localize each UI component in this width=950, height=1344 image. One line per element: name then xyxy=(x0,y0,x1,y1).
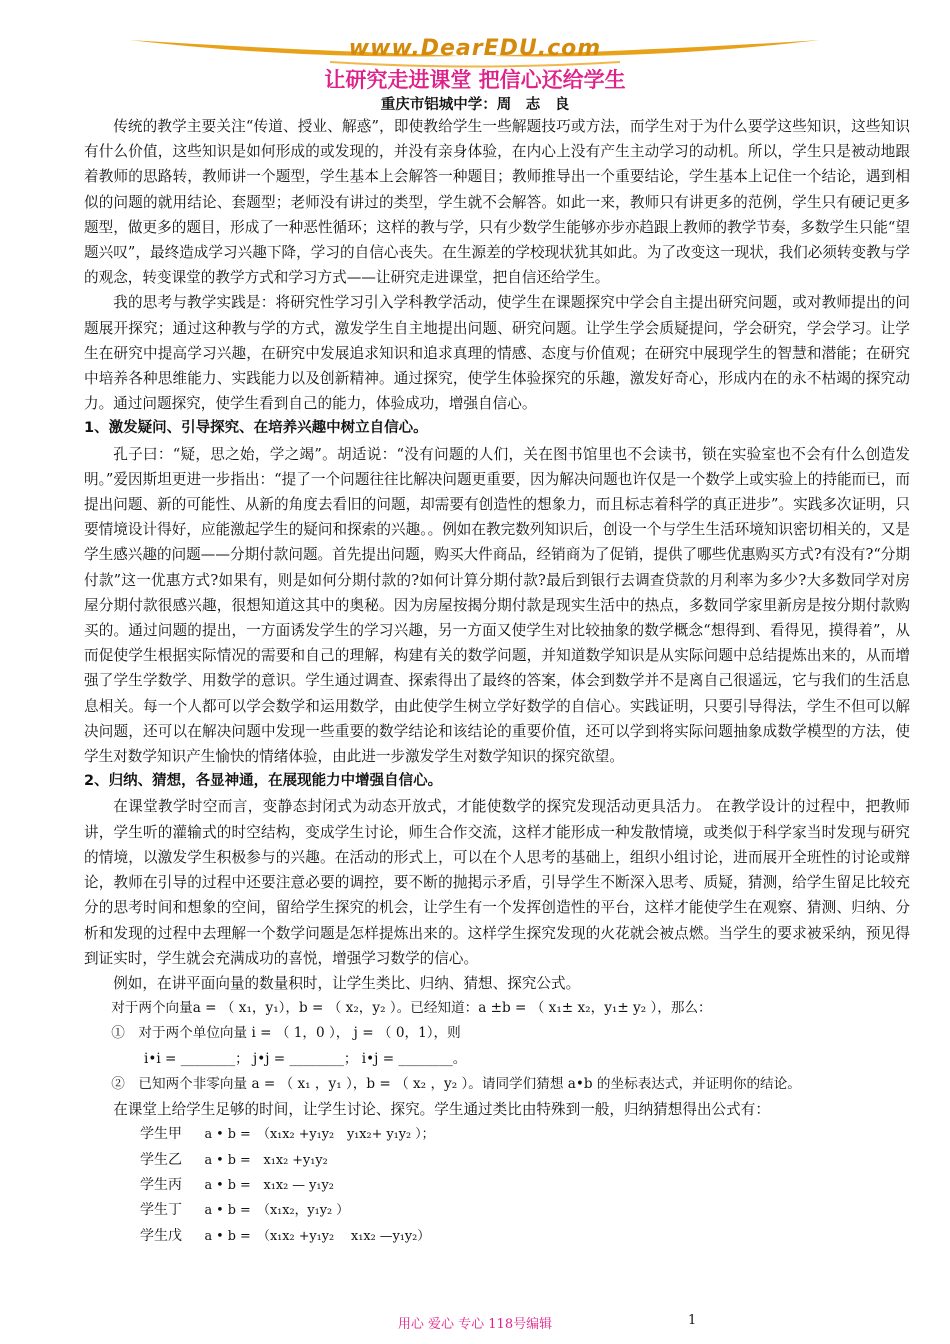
question-1: ① 对于两个单位向量 i = （ 1，0 ）， j = （ 0，1），则 xyxy=(111,1025,461,1042)
student-name: 学生甲 xyxy=(140,1126,182,1143)
student-formula: a • b = （x₁x₂ +y₁y₂ y₁x₂+ y₁y₂ ）； xyxy=(204,1127,435,1143)
section-heading: 2、归纳、猜想，各显神通，在展现能力中增强自信心。 xyxy=(84,773,443,790)
page-title: 让研究走进课堂 把信心还给学生 xyxy=(324,68,626,92)
student-formula: a • b = （x₁x₂，y₁y₂ ） xyxy=(204,1203,350,1219)
student-answers xyxy=(84,1122,910,1249)
question-1-blanks: i•i = ________； j•j = ________； i•j = ________。 xyxy=(144,1050,467,1067)
student-name: 学生戊 xyxy=(140,1227,182,1244)
page-number: 1 xyxy=(688,1313,697,1328)
student-formula: a • b = x₁x₂ +y₁y₂ xyxy=(204,1152,328,1168)
paragraph: 孔子曰：“疑，思之始，学之竭”。胡适说：“没有问题的人们，关在图书馆里也不会读书，锁在实验室也不会有什么创造发明。”爱因斯坦更进一步指出：“提了一个问题往往比解决问题更重要，因为解决问题也许仅是一个数学上或实验上的持能而已，而提出问题、新的可能性、从新的角度去看旧的问题，却需要有创造性的想象力，而且标志着科学的真正进步”。实践多次证明，只要情境设计得好，应能激起学生的疑问和探索的兴趣。。例如在教完数列知识后，创设一个与学生生活环境知识密切相关的，又是学生感兴趣的问题——分期付款问题。首先提出问题，购买大件商品，经销商为了促销，提供了哪些优惠购买方式?有没有?“分期付款”这一优惠方式?如果有，则是如何分期付款的?如何计算分期付款?最后到银行去调查贷款的月利率为多少?大多数同学对房屋分期付款很感兴趣，很想知道这其中的奥秘。因为房屋按揭分期付款是现实生活中的热点，多数同学家里新房是按分期付款购买的。通过问题的提出，一方面诱发学生的学习兴趣，另一方面又使学生对比较抽象的数学概念“想得到、看得见，摸得着”，从而促使学生根据实际情况的需要和自己的理解，构建有关的数学问题，并知道数学知识是从实际问题中总结提炼出来的，从而增强了学生学数学、用数学的意识。学生通过调查、探索得出了最终的答案，体会到数学并不是离自己很遥远，它与我们的生活息息相关。每一个人都可以学会数学和运用数学，由此使学生树立学好数学的自信心。实践证明，只要引导得法，学生不但可以解决问题，还可以在解决问题中发现一些重要的数学结论和该结论的重要价值，还可以学到将实际问题抽象成数学模型的方法，使学生对数学知识产生愉快的情绪体验，由此进一步激发学生对数学知识的探究欲望。 xyxy=(84,445,910,766)
footer-text: 用心 爱心 专心 118号编辑 xyxy=(397,1317,553,1332)
article-body xyxy=(84,114,910,1249)
paragraph: 在课堂上给学生足够的时间，让学生讨论、探究。学生通过类比由特殊到一般，归纳猜想得出公式有： xyxy=(113,1100,770,1118)
student-name: 学生丙 xyxy=(140,1176,182,1193)
student-answer-row xyxy=(84,1122,910,1147)
banner-text: www.DearEDU.com xyxy=(348,36,602,61)
paragraph: 在课堂教学时空而言，变静态封闭式为动态开放式，才能使数学的探究发现活动更具活力。 在教学设计的过程中，把教师讲，学生听的灌输式的时空结构，变成学生讨论，师生合作交流，这样才能形成一种发散情境，或类似于科学家当时发现与研究的情境，以激发学生积极参与的兴趣。在活动的形式上，可以在个人思考的基础上，组织小组讨论，进而展开全班性的讨论或辩论，教师在引导的过程中还要注意必要的调控，要不断的抛掲示矛盾，引导学生不断深入思考、质疑，猜测，给学生留足比较充分的思考时间和想象的空间，留给学生探究的机会，让学生有一个发挥创造性的平台，这样才能使学生在观察、猜测、归纳、分析和发现的过程中去理解一个数学问题是怎样提炼出来的。这样学生探究发现的火花就会被点燃。当学生的要求被采纳，预见得到证实时，学生就会充满成功的喜悦，增强学习数学的信心。 xyxy=(84,798,910,967)
student-answer-row xyxy=(84,1198,910,1223)
student-formula: a • b = x₁x₂ — y₁y₂ xyxy=(204,1177,334,1193)
student-name: 学生丁 xyxy=(140,1202,182,1219)
author-line: 重庆市铝城中学：周 志 良 xyxy=(380,97,570,113)
student-answer-row xyxy=(84,1148,910,1173)
paragraph: 我的思考与教学实践是：将研究性学习引入学科教学活动，使学生在课题探究中学会自主提出研究问题，或对教师提出的问题展开探究；通过这种教与学的方式，激发学生自主地提出问题、研究问题。让学生学会质疑提问，学会研究，学会学习。让学生在研究中提高学习兴趣，在研究中发展追求知识和追求真理的情感、态度与价值观；在研究中展现学生的智慧和潜能；在研究中培养各种思维能力、实践能力以及创新精神。通过探究，使学生体验探究的乐趣，激发好奇心，形成内在的永不枯竭的探究动力。通过问题探究，使学生看到自己的能力，体验成功，增强自信心。 xyxy=(84,294,910,413)
formula-line: 对于两个向量a = （ x₁，y₁），b = （ x₂，y₂ ）。已经知道：a ±b = （ x₁± x₂，y₁± y₂ ），那么： xyxy=(111,1000,712,1017)
student-formula: a • b = （x₁x₂ +y₁y₂ x₁x₂ —y₁y₂） xyxy=(204,1228,431,1244)
question-2: ② 已知两个非零向量 a = （ x₁ ，y₁ ），b = （ x₂ ，y₂ ）。请同学们猜想 a•b 的坐标表达式，并证明你的结论。 xyxy=(111,1075,801,1092)
student-answer-row xyxy=(84,1224,910,1249)
paragraph: 例如，在讲平面向量的数量积时，让学生类比、归纳、猜想、探究公式。 xyxy=(113,974,581,992)
section-heading: 1、激发疑问、引导探究、在培养兴趣中树立自信心。 xyxy=(84,420,428,437)
student-name: 学生乙 xyxy=(140,1151,182,1168)
paragraph: 传统的教学主要关注“传道、授业、解惑”，即使教给学生一些解题技巧或方法，而学生对于为什么要学这些知识，这些知识有什么价值，这些知识是如何形成的或发现的，并没有亲身体验，在内心上没有产生主动学习的动机。所以，学生只是被动地跟着教师的思路转，教师讲一个题型，学生基本上会解答一种题目；教师推导出一个重要结论，学生基本上记住一个结论，遇到相似的问题的就用结论、套题型；老师没有讲过的类型，学生就不会解答。如此一来，教师只有讲更多的范例，学生只有硬记更多题型，做更多的题目，形成了一种恶性循环；这样的教与学，只有少数学生能够亦步亦趋跟上教师的教学节奏，多数学生只能“望题兴叹”，最终造成学习兴趣下降，学习的自信心丧失。在生源差的学校现状犹其如此。为了改变这一现状，我们必须转变教与学的观念，转变课堂的教学方式和学习方式——让研究走进课堂，把自信还给学生。 xyxy=(84,118,910,287)
student-answer-row xyxy=(84,1173,910,1198)
